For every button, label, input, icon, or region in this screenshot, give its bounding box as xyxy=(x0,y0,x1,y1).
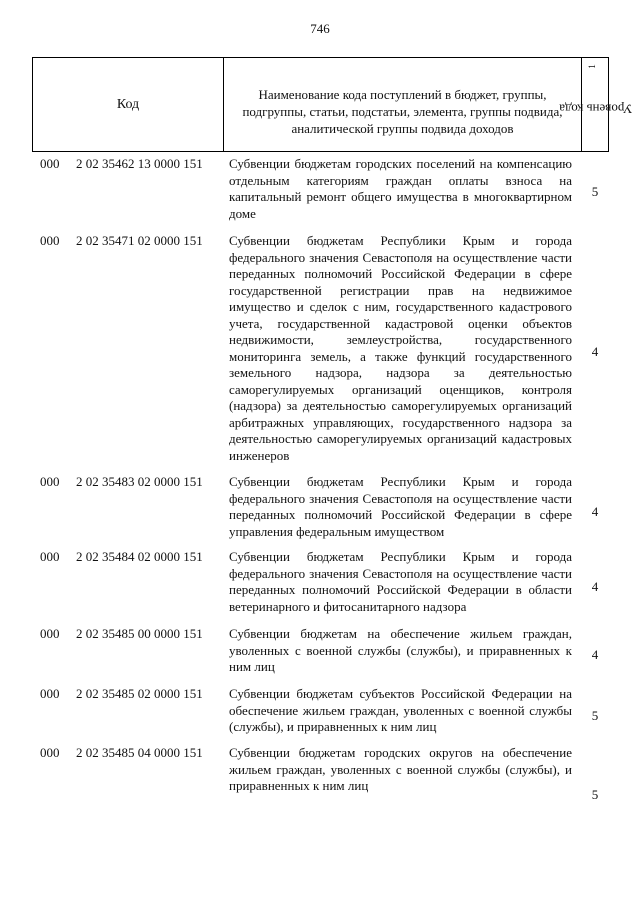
table-header xyxy=(32,57,633,152)
row-prefix: 000 xyxy=(40,686,60,701)
row-level: 5 xyxy=(591,184,599,199)
row-prefix: 000 xyxy=(40,549,60,564)
row-description: Субвенции бюджетам субъектов Российской Федерации на обеспечение жильем граждан, уволенных с военной службы (службы), и приравненных к ним лиц xyxy=(229,686,572,734)
row-prefix: 000 xyxy=(40,626,60,641)
row-description: Субвенции бюджетам городских поселений на компенсацию отдельным категориям граждан оплаты взноса на капитальный ремонт общего имущества в многоквартирном доме xyxy=(229,156,572,221)
row-level: 4 xyxy=(591,344,599,359)
header-name: Наименование кода поступлений в бюджет, группы, подгруппы, статьи, подстатьи, элемента, группы подвида, аналитической группы подвида доходов xyxy=(224,58,582,152)
row-level: 5 xyxy=(591,708,599,723)
row-code: 2 02 35484 02 0000 151 xyxy=(76,549,203,564)
header-level-label: Уровень кода xyxy=(559,101,633,117)
row-code: 2 02 35483 02 0000 151 xyxy=(76,474,203,489)
header-level-footnote: 1 xyxy=(586,64,597,70)
row-code: 2 02 35485 02 0000 151 xyxy=(76,686,203,701)
header-divider xyxy=(32,151,609,152)
row-prefix: 000 xyxy=(40,233,60,248)
row-code: 2 02 35485 04 0000 151 xyxy=(76,745,203,760)
row-code: 2 02 35485 00 0000 151 xyxy=(76,626,203,641)
row-description: Субвенции бюджетам Республики Крым и города федерального значения Севастополя на осуществление части переданных полномочий Российской Федерации в сфере управления федеральным имуществом xyxy=(229,474,572,539)
row-prefix: 000 xyxy=(40,156,60,171)
row-prefix: 000 xyxy=(40,745,60,760)
row-code: 2 02 35471 02 0000 151 xyxy=(76,233,203,248)
row-level: 4 xyxy=(591,579,599,594)
row-prefix: 000 xyxy=(40,474,60,489)
row-level: 5 xyxy=(591,787,599,802)
row-description: Субвенции бюджетам Республики Крым и города федерального значения Севастополя на осуществление части переданных полномочий Российской Федерации в сфере государственной регистрации прав на недвижимое имущество и сделок с ним, государственного кадастрового учета, государственной кадастровой оценки объектов недвижимости, землеустройства, государственного мониторинга земель, а также функций государственного земельного надзора, надзора за деятельностью саморегулируемых организаций оценщиков, контроля (надзора) за деятельностью саморегулируемых организаций арбитражных управляющих, государственного надзора за деятельностью саморегулируемых организаций кадастровых инженеров xyxy=(229,233,572,463)
page-number: 746 xyxy=(310,21,330,36)
header-level xyxy=(559,58,633,152)
row-description: Субвенции бюджетам городских округов на обеспечение жильем граждан, уволенных с военной службы (службы), и приравненных к ним лиц xyxy=(229,745,572,793)
row-level: 4 xyxy=(591,647,599,662)
row-code: 2 02 35462 13 0000 151 xyxy=(76,156,203,171)
row-level: 4 xyxy=(591,504,599,519)
row-description: Субвенции бюджетам на обеспечение жильем граждан, уволенных с военной службы (службы), и приравненных к ним лиц xyxy=(229,626,572,674)
header-code: Код xyxy=(33,58,224,152)
row-description: Субвенции бюджетам Республики Крым и города федерального значения Севастополя на осуществление части переданных полномочий Российской Федерации в области ветеринарного и фитосанитарного надзора xyxy=(229,549,572,614)
